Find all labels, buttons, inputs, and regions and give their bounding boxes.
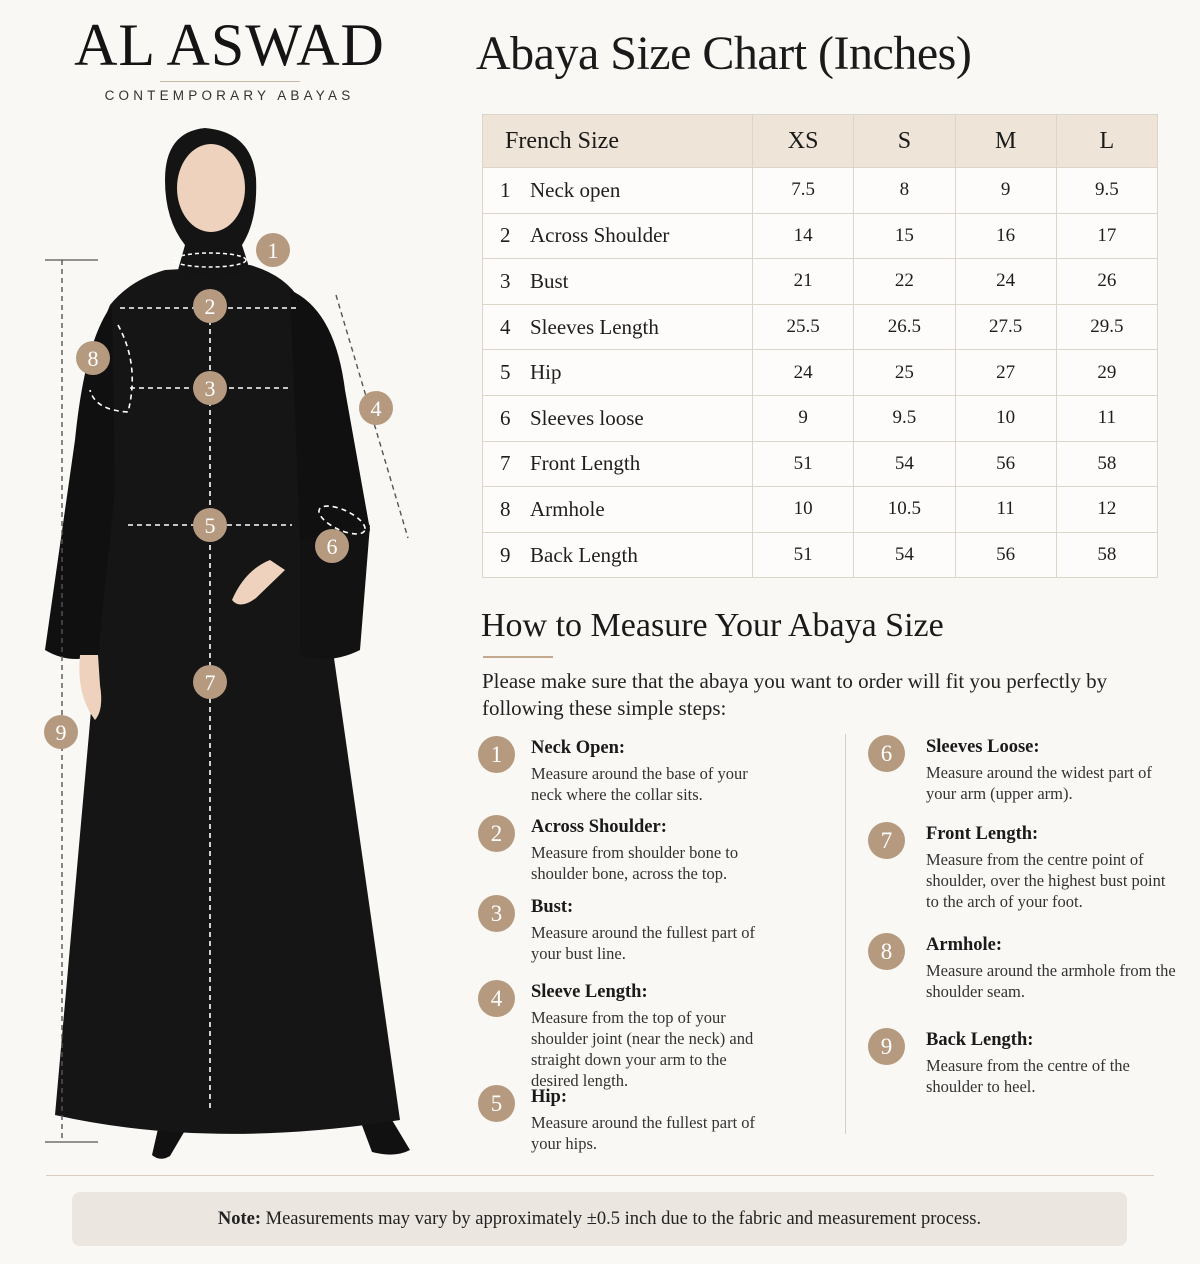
row-number: 7 xyxy=(500,451,511,476)
column-header-m: M xyxy=(955,115,1056,168)
svg-text:3: 3 xyxy=(204,376,216,401)
step-number-badge: 3 xyxy=(478,895,515,932)
step-title: Bust: xyxy=(531,897,574,917)
row-number: 9 xyxy=(500,542,511,567)
table-row xyxy=(483,213,1158,259)
table-row xyxy=(483,168,1158,214)
table-row xyxy=(483,350,1158,396)
row-number: 1 xyxy=(500,177,511,202)
brand-logo xyxy=(72,14,387,103)
table-cell: 14 xyxy=(753,213,854,259)
steps-column-divider xyxy=(845,734,846,1134)
step-title: Neck Open: xyxy=(531,738,626,758)
figure-marker-1 xyxy=(256,233,290,267)
table-cell: 25 xyxy=(854,350,955,396)
figure-marker-3 xyxy=(193,371,227,405)
table-cell: 16 xyxy=(955,213,1056,259)
table-cell: 9.5 xyxy=(1056,168,1157,214)
table-row xyxy=(483,259,1158,305)
size-chart-table xyxy=(482,114,1158,578)
step-number-badge: 6 xyxy=(868,735,905,772)
row-number: 8 xyxy=(500,496,511,521)
step-title: Front Length: xyxy=(926,824,1039,844)
table-cell: 24 xyxy=(955,259,1056,305)
table-row xyxy=(483,395,1158,441)
table-cell: 58 xyxy=(1056,532,1157,578)
row-label xyxy=(483,532,753,578)
row-label-text: Sleeves loose xyxy=(530,405,644,430)
row-label xyxy=(483,350,753,396)
column-header-s: S xyxy=(854,115,955,168)
table-cell: 9 xyxy=(955,168,1056,214)
row-number: 5 xyxy=(500,360,511,385)
table-cell: 26 xyxy=(1056,259,1157,305)
step-title: Sleeve Length: xyxy=(531,982,648,1002)
row-label xyxy=(483,304,753,350)
note-text: Measurements may vary by approximately ±0.5 inch due to the fabric and measurement process. xyxy=(261,1209,982,1229)
step-title: Armhole: xyxy=(926,935,1003,955)
right-sleeve xyxy=(290,290,370,565)
table-cell: 58 xyxy=(1056,441,1157,487)
howto-intro: Please make sure that the abaya you want to order will fit you perfectly by following these simple steps: xyxy=(482,669,1108,720)
step-description: Measure from the top of your shoulder joint (near the neck) and straight down your arm to the desired length. xyxy=(531,1008,754,1090)
figure-marker-2 xyxy=(193,289,227,323)
step-number-badge: 5 xyxy=(478,1085,515,1122)
table-cell: 10 xyxy=(753,487,854,533)
table-cell: 10 xyxy=(955,395,1056,441)
brand-tagline: CONTEMPORARY ABAYAS xyxy=(104,88,355,103)
brand-name: AL ASWAD xyxy=(74,12,385,78)
svg-text:7: 7 xyxy=(204,670,216,695)
right-shoe xyxy=(360,1120,410,1155)
figure-marker-5 xyxy=(193,508,227,542)
svg-text:2: 2 xyxy=(204,294,216,319)
table-cell: 56 xyxy=(955,441,1056,487)
table-cell: 9 xyxy=(753,395,854,441)
left-hand xyxy=(79,655,101,720)
row-number: 2 xyxy=(500,223,511,248)
svg-text:5: 5 xyxy=(204,513,216,538)
step-description: Measure around the fullest part of your bust line. xyxy=(531,923,756,963)
figure-marker-6 xyxy=(315,529,349,563)
brand-divider xyxy=(160,81,300,82)
table-row xyxy=(483,304,1158,350)
row-label xyxy=(483,441,753,487)
footer-divider xyxy=(46,1175,1154,1176)
row-number: 4 xyxy=(500,314,511,339)
table-cell: 51 xyxy=(753,441,854,487)
table-cell: 12 xyxy=(1056,487,1157,533)
table-cell: 15 xyxy=(854,213,955,259)
svg-text:4: 4 xyxy=(370,396,382,421)
table-cell: 11 xyxy=(955,487,1056,533)
step-title: Hip: xyxy=(531,1087,567,1107)
step-description: Measure from the centre of the shoulder to heel. xyxy=(926,1056,1130,1096)
step-title: Across Shoulder: xyxy=(531,817,667,837)
step-number-badge: 9 xyxy=(868,1028,905,1065)
row-label-text: Front Length xyxy=(530,451,641,476)
step-number-badge: 2 xyxy=(478,815,515,852)
row-number: 6 xyxy=(500,405,511,430)
step-description: Measure around the widest part of your arm (upper arm). xyxy=(926,763,1152,803)
table-cell: 7.5 xyxy=(753,168,854,214)
step-title: Sleeves Loose: xyxy=(926,737,1040,757)
row-label-text: Across Shoulder xyxy=(530,223,670,248)
table-cell: 54 xyxy=(854,441,955,487)
step-number-badge: 4 xyxy=(478,980,515,1017)
table-row xyxy=(483,532,1158,578)
svg-text:6: 6 xyxy=(326,534,338,559)
row-label xyxy=(483,259,753,305)
figure-marker-4 xyxy=(359,391,393,425)
size-chart-title: Abaya Size Chart (Inches) xyxy=(476,27,972,80)
table-cell: 29 xyxy=(1056,350,1157,396)
row-label-text: Sleeves Length xyxy=(530,314,659,339)
step-number-badge: 1 xyxy=(478,736,515,773)
step-description: Measure around the base of your neck where the collar sits. xyxy=(531,764,748,804)
row-label-text: Bust xyxy=(530,268,569,293)
howto-divider xyxy=(483,656,553,658)
figure-marker-8 xyxy=(76,341,110,375)
note-label: Note: xyxy=(217,1209,262,1229)
row-label-text: Back Length xyxy=(530,542,638,567)
table-cell: 17 xyxy=(1056,213,1157,259)
row-label-text: Armhole xyxy=(530,496,605,521)
svg-text:9: 9 xyxy=(55,720,67,745)
column-header-l: L xyxy=(1056,115,1157,168)
table-cell: 51 xyxy=(753,532,854,578)
row-label xyxy=(483,395,753,441)
table-cell: 27.5 xyxy=(955,304,1056,350)
table-row xyxy=(483,441,1158,487)
table-cell: 27 xyxy=(955,350,1056,396)
table-cell: 9.5 xyxy=(854,395,955,441)
table-cell: 22 xyxy=(854,259,955,305)
face xyxy=(177,144,245,232)
table-cell: 26.5 xyxy=(854,304,955,350)
table-cell: 25.5 xyxy=(753,304,854,350)
table-cell: 24 xyxy=(753,350,854,396)
howto-title: How to Measure Your Abaya Size xyxy=(481,607,944,644)
table-cell: 56 xyxy=(955,532,1056,578)
svg-text:8: 8 xyxy=(87,346,99,371)
step-number-badge: 7 xyxy=(868,822,905,859)
table-cell: 29.5 xyxy=(1056,304,1157,350)
row-label xyxy=(483,168,753,214)
column-header-size: French Size xyxy=(483,115,753,168)
figure-marker-9 xyxy=(44,715,78,749)
column-header-xs: XS xyxy=(753,115,854,168)
figure-marker-7 xyxy=(193,665,227,699)
step-title: Back Length: xyxy=(926,1030,1034,1050)
step-description: Measure around the armhole from the shoulder seam. xyxy=(926,961,1176,1001)
table-cell: 8 xyxy=(854,168,955,214)
row-label xyxy=(483,487,753,533)
table-cell: 54 xyxy=(854,532,955,578)
svg-text:1: 1 xyxy=(267,238,279,263)
abaya-figure-illustration xyxy=(0,110,460,1170)
table-cell: 11 xyxy=(1056,395,1157,441)
step-number-badge: 8 xyxy=(868,933,905,970)
table-cell: 21 xyxy=(753,259,854,305)
row-label xyxy=(483,213,753,259)
step-description: Measure from the centre point of shoulder, over the highest bust point to the arch of your foot. xyxy=(926,850,1166,911)
table-row xyxy=(483,487,1158,533)
row-number: 3 xyxy=(500,268,511,293)
table-cell: 10.5 xyxy=(854,487,955,533)
row-label-text: Hip xyxy=(530,360,562,385)
row-label-text: Neck open xyxy=(530,177,621,202)
note-banner xyxy=(72,1192,1127,1246)
step-description: Measure around the fullest part of your hips. xyxy=(531,1113,756,1153)
step-description: Measure from shoulder bone to shoulder bone, across the top. xyxy=(531,843,739,883)
table-header-row xyxy=(483,115,1158,168)
